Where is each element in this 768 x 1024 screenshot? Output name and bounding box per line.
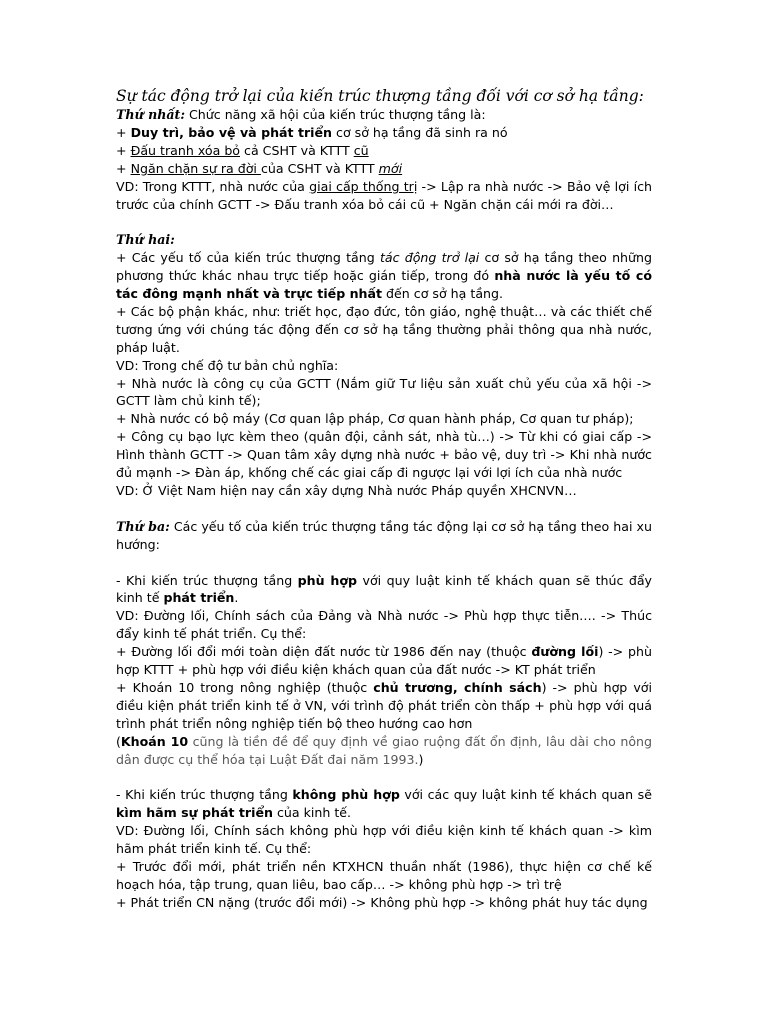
s2-p1-mid: cơ sở hạ tầng theo những phương thức khác nhau trực tiếp hoặc gián tiếp, trong đó — [116, 250, 652, 284]
s3-note-open: ( — [116, 733, 121, 749]
s1-item-2-bullet: + — [116, 142, 131, 158]
s3-note-bold: Khoán 10 — [120, 733, 189, 749]
s1-intro-line — [116, 106, 652, 124]
s3-intro-line — [116, 518, 652, 554]
s1-example-pre: VD: Trong KTTT, nhà nước của — [116, 178, 310, 194]
s1-item-3-text: của CSHT và KTTT — [260, 160, 379, 176]
s1-item-2 — [116, 142, 652, 160]
s1-item-3-underline: Ngăn chặn sự ra đời — [130, 160, 261, 176]
s3-item-d1: + Trước đổi mới, phát triển nền KTXHCN thuần nhất (1986), thực hiện cơ chế kế hoạch hóa, tập trung, quan liêu, bao cấp… -> không phù hợp -> trì trệ — [116, 859, 652, 892]
s1-example-underline: giai cấp thống trị — [309, 178, 418, 194]
s2-paragraph-3: VD: Trong chế độ tư bản chủ nghĩa: — [116, 357, 339, 373]
s3-b2-bold: chủ trương, chính sách — [373, 679, 542, 695]
spacer — [116, 554, 652, 572]
s2-paragraph-5: + Nhà nước có bộ máy (Cơ quan lập pháp, Cơ quan hành pháp, Cơ quan tư pháp); — [116, 411, 634, 427]
s2-heading-line — [116, 231, 652, 249]
spacer — [116, 500, 652, 518]
s3-c-bold-2: kìm hãm sự phát triển — [116, 805, 273, 821]
s3-c-mid: với các quy luật kinh tế khách quan sẽ — [399, 787, 652, 803]
s1-heading: Thứ nhất: — [116, 107, 186, 122]
s2-p1-end: đến cơ sở hạ tầng. — [382, 286, 504, 302]
document-title: Sự tác động trở lại của kiến trúc thượng tầng đối với cơ sở hạ tầng: — [116, 87, 644, 105]
s3-trend-c — [116, 786, 652, 822]
s2-paragraph-7: VD: Ở Việt Nam hiện nay cần xây dựng Nhà nước Pháp quyền XHCNVN… — [116, 483, 577, 499]
s3-intro: Các yếu tố của kiến trúc thượng tầng tác động lại cơ sở hạ tầng theo hai xu hướng: — [116, 518, 652, 552]
s2-paragraph-4: + Nhà nước là công cụ của GCTT (Nắm giữ Tư liệu sản xuất chủ yếu của xã hội -> GCTT làm chủ kinh tế); — [116, 375, 652, 409]
s1-item-3 — [116, 160, 652, 178]
s3-a-mid: với quy luật kinh tế khách quan sẽ thúc đẩy kinh tế — [116, 572, 652, 606]
s1-item-1 — [116, 124, 652, 142]
s3-c-bold-1: không phù hợp — [292, 787, 400, 803]
s1-item-2-text: cả CSHT và KTTT — [240, 142, 354, 158]
s2-heading: Thứ hai: — [116, 232, 175, 248]
s3-heading: Thứ ba: — [116, 518, 170, 534]
spacer — [116, 213, 652, 231]
s1-item-3-underline-new: mới — [378, 160, 403, 176]
s3-note-text: cũng là tiền đề để quy định về giao ruộng đất ổn định, lâu dài cho nông dân được cụ thể hóa tại Luật Đất đai năm 1993. — [116, 733, 652, 767]
s3-b1-pre: + Đường lối đổi mới toàn diện đất nước từ 1986 đến nay (thuộc — [116, 644, 532, 660]
document-body — [116, 86, 652, 912]
s2-paragraph-2: + Các bộ phận khác, như: triết học, đạo đức, tôn giáo, nghệ thuật… và các thiết chế tương ứng với chúng tác động đến cơ sở hạ tầng thường phải thông qua nhà nước, pháp luật. — [116, 303, 652, 355]
s3-trend-a — [116, 572, 652, 608]
s1-example-rest: -> Lập ra nhà nước -> Bảo vệ lợi ích trước của chính GCTT -> Đấu tranh xóa bỏ cái cũ + Ngăn chặn cái mới ra đời… — [116, 178, 652, 212]
s3-note — [116, 733, 652, 769]
spacer — [116, 768, 652, 786]
s1-item-3-bullet: + — [116, 160, 131, 176]
s3-example-2: VD: Đường lối, Chính sách không phù hợp với điều kiện kinh tế khách quan -> kìm hãm phát triển kinh tế. Cụ thể: — [116, 823, 652, 857]
s3-b2-pre: + Khoán 10 trong nông nghiệp (thuộc — [116, 679, 374, 695]
s3-item-b2 — [116, 679, 652, 733]
s2-paragraph-6: + Công cụ bạo lực kèm theo (quân đội, cảnh sát, nhà tù…) -> Từ khi có giai cấp -> Hình thành GCTT -> Quan tâm xây dựng nhà nước + bảo vệ, duy trì -> Khi nhà nước đủ mạnh -> Đàn áp, khống chế các giai cấp đi ngược lại với lợi ích của nhà nước — [116, 429, 652, 481]
s2-paragraph-1 — [116, 249, 652, 303]
s2-p1-pre: + Các yếu tố của kiến trúc thượng tầng — [116, 250, 380, 266]
s1-item-2-underline-old: cũ — [353, 142, 369, 158]
s3-example-1: VD: Đường lối, Chính sách của Đảng và Nhà nước -> Phù hợp thực tiễn…. -> Thúc đẩy kinh tế phát triển. Cụ thể: — [116, 608, 652, 642]
s1-item-2-underline: Đấu tranh xóa bỏ — [130, 142, 241, 158]
s2-p1-bold: nhà nước là yếu tố có tác đông mạnh nhất và trực tiếp nhất — [116, 268, 652, 302]
s3-a-bold-1: phù hợp — [297, 572, 358, 588]
s2-p1-italic: tác động trở lại — [379, 250, 480, 266]
s1-item-1-text: cơ sở hạ tầng đã sinh ra nó — [332, 124, 508, 140]
s1-item-1-bullet: + — [116, 124, 131, 140]
s3-b1-bold: đường lối — [531, 644, 599, 660]
s3-note-close: ) — [418, 751, 424, 767]
s1-example — [116, 178, 652, 214]
s3-a-end: . — [234, 590, 239, 606]
s3-item-d2: + Phát triển CN nặng (trước đổi mới) -> Không phù hợp -> không phát huy tác dụng — [116, 894, 648, 910]
s3-b2-rest: ) -> phù hợp với điều kiện phát triển kinh tế ở VN, với trình độ phát triển còn thấp + phù hợp với quá trình phát triển nông nghiệp tiến bộ theo hướng cao hơn — [116, 679, 652, 731]
s3-a-pre: - Khi kiến trúc thượng tầng — [116, 572, 298, 588]
s3-c-end: của kinh tế. — [272, 805, 352, 821]
s3-c-pre: - Khi kiến trúc thượng tầng — [116, 787, 293, 803]
s3-a-bold-2: phát triển — [163, 590, 235, 606]
s1-item-1-bold: Duy trì, bảo vệ và phát triển — [130, 124, 333, 140]
s3-b1-rest: ) -> phù hợp KTTT + phù hợp với điều kiện khách quan của đất nước -> KT phát triển — [116, 644, 652, 678]
s1-intro: Chức năng xã hội của kiến trúc thượng tầng là: — [185, 107, 486, 122]
s3-item-b1 — [116, 643, 652, 679]
